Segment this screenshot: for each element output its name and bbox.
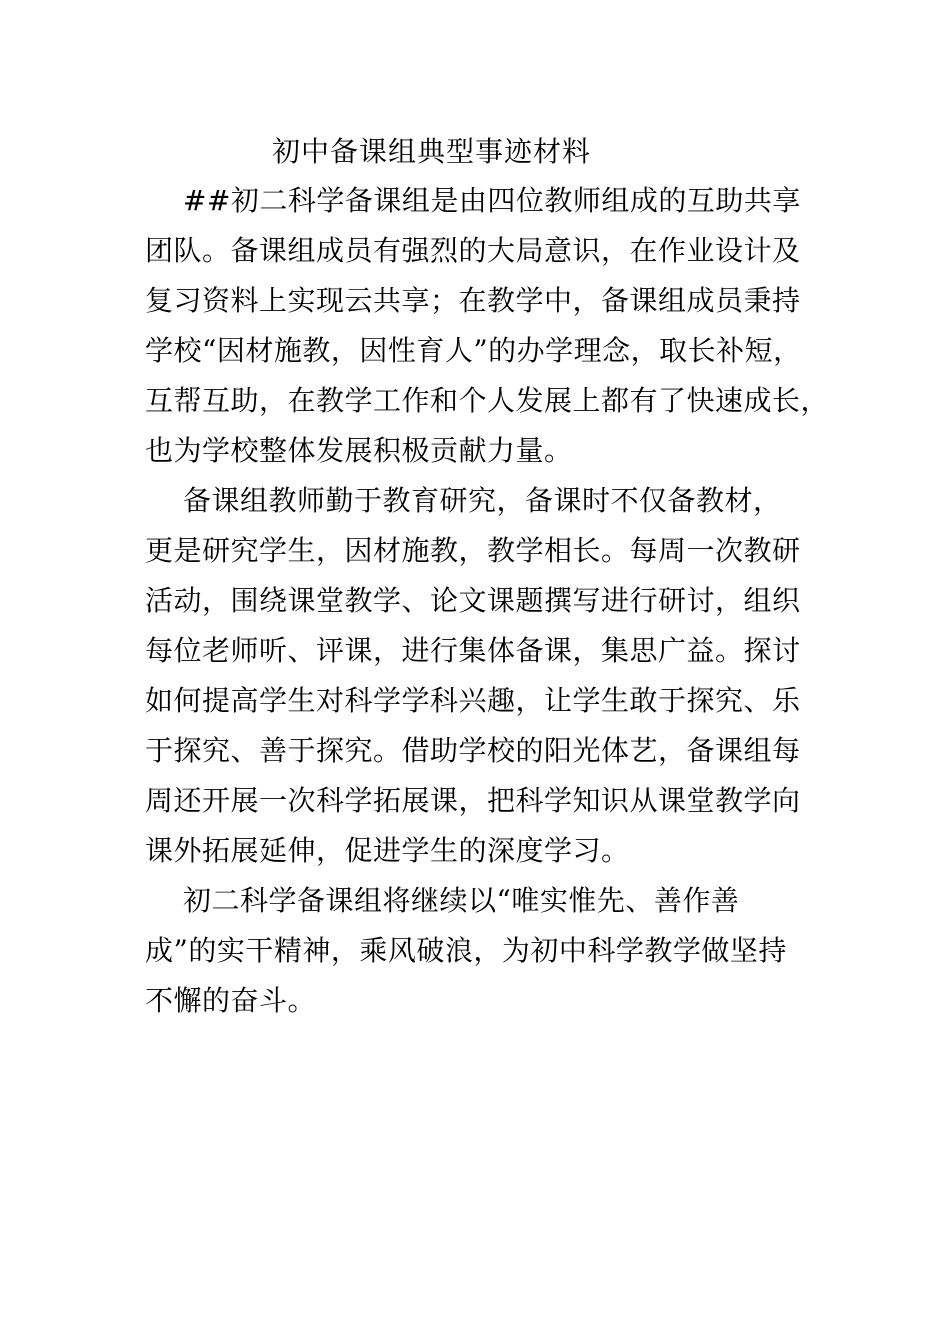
paragraph-line: 如何提高学生对科学学科兴趣，让学生敢于探究、乐 (145, 684, 801, 717)
paragraph-line: 复习资料上实现云共享；在教学中，备课组成员秉持 (145, 284, 801, 317)
paragraph-2 (145, 476, 825, 876)
paragraph-line: 团队。备课组成员有强烈的大局意识，在作业设计及 (145, 234, 801, 267)
paragraph-line: 初二科学备课组将继续以“唯实惟先、善作善 (183, 884, 740, 917)
paragraph-line: 学校“因材施教，因性育人”的办学理念，取长补短， (145, 334, 802, 367)
paragraph-line: 也为学校整体发展积极贡献力量。 (145, 434, 573, 467)
document-title: 初中备课组典型事迹材料 (272, 135, 592, 168)
paragraph-line: 于探究、善于探究。借助学校的阳光体艺，备课组每 (145, 734, 801, 767)
paragraph-line: 每位老师听、评课，进行集体备课，集思广益。探讨 (145, 634, 801, 667)
paragraph-line: 课外拓展延伸，促进学生的深度学习。 (145, 834, 630, 867)
paragraph-3 (145, 876, 825, 1026)
paragraph-line: 周还开展一次科学拓展课，把科学知识从课堂教学向 (145, 784, 801, 817)
paragraph-line: 更是研究学生，因材施教，教学相长。每周一次教研 (145, 534, 801, 567)
paragraph-1 (145, 176, 830, 476)
paragraph-line: 活动，围绕课堂教学、论文课题撰写进行研讨，组织 (145, 584, 801, 617)
paragraph-line: ##初二科学备课组是由四位教师组成的互助共享 (183, 184, 801, 217)
paragraph-line: 成”的实干精神，乘风破浪，为初中科学教学做坚持 (145, 934, 787, 967)
paragraph-line: 备课组教师勤于教育研究，备课时不仅备教材， (183, 484, 782, 517)
paragraph-line: 不懈的奋斗。 (145, 984, 317, 1017)
paragraph-line: 互帮互助，在教学工作和个人发展上都有了快速成长， (145, 384, 830, 417)
